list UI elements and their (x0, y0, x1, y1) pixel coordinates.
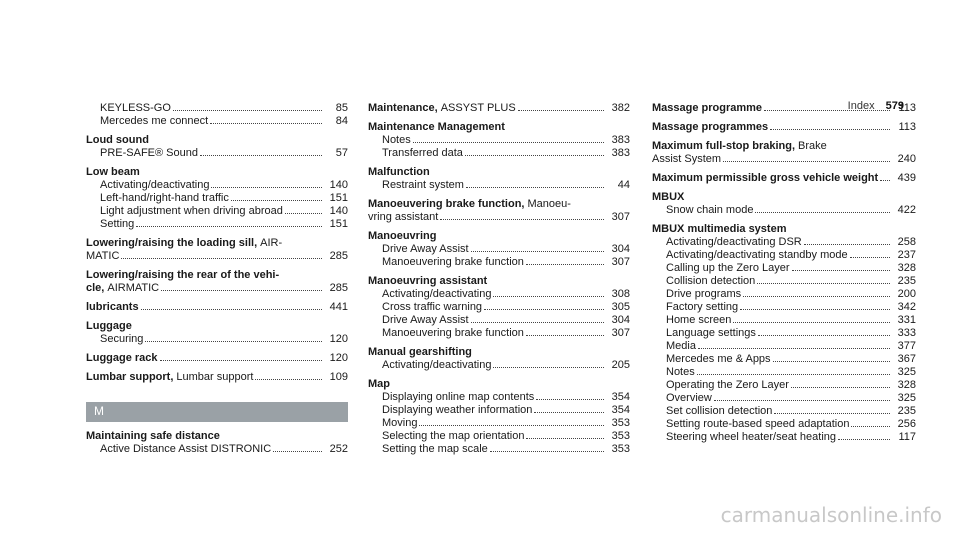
sub-entry (86, 115, 348, 128)
dot-leader (490, 451, 604, 452)
dot-leader (757, 283, 890, 284)
sub-entry (652, 366, 916, 379)
entry-text: Operating the Zero Layer (666, 379, 789, 391)
entry-title-line (368, 102, 630, 115)
index-entry (86, 430, 348, 456)
page-ref[interactable]: 307 (611, 211, 630, 223)
page-ref[interactable]: 252 (329, 443, 348, 455)
dot-leader (850, 257, 890, 258)
entry-text: Notes (666, 366, 695, 378)
index-entry (652, 140, 916, 166)
sub-entry (652, 353, 916, 366)
entry-text: PRE-SAFE® Sound (100, 147, 198, 159)
sub-entry (368, 134, 630, 147)
entry-title-continuation[interactable]: cle, (86, 282, 105, 294)
entry-title-line (368, 166, 630, 179)
dot-leader (419, 425, 604, 426)
sub-entry (86, 218, 348, 231)
entry-title-line (86, 320, 348, 333)
sub-entry (368, 288, 630, 301)
sub-entry (652, 204, 916, 217)
entry-text: Set collision detection (666, 405, 773, 417)
sub-entry (86, 192, 348, 205)
sub-entry (652, 249, 916, 262)
page-ref[interactable]: 57 (335, 147, 348, 159)
page-ref[interactable]: 422 (897, 204, 916, 216)
page-ref[interactable]: 140 (329, 179, 348, 191)
dot-leader (493, 367, 604, 368)
page-ref[interactable]: 353 (611, 443, 630, 455)
entry-text: Activating/deactivating standby mode (666, 249, 848, 261)
index-entry (86, 371, 348, 384)
index-entry (652, 172, 916, 185)
entry-title-line (86, 134, 348, 147)
page-ref[interactable]: 377 (897, 340, 916, 352)
entry-title-line (86, 371, 348, 384)
page-ref[interactable]: 151 (329, 218, 348, 230)
entry-text: Calling up the Zero Layer (666, 262, 790, 274)
page-ref[interactable]: 285 (329, 282, 348, 294)
page-ref[interactable]: 367 (897, 353, 916, 365)
dot-leader (200, 155, 322, 156)
entry-text: Moving (382, 417, 418, 429)
sub-entry (368, 314, 630, 327)
page-ref[interactable]: 113 (898, 102, 916, 114)
dot-leader (255, 379, 322, 380)
entry-title-line (652, 191, 916, 204)
dot-leader (160, 360, 322, 361)
sub-entry (368, 417, 630, 430)
page-ref[interactable]: 325 (897, 366, 916, 378)
page-ref[interactable]: 328 (897, 379, 916, 391)
sub-entry (368, 301, 630, 314)
entry-title-rest: Manoeu- (527, 198, 571, 210)
entry-text: Drive programs (666, 288, 742, 300)
sub-entry (368, 404, 630, 417)
dot-leader (526, 335, 604, 336)
index-entry (86, 166, 348, 231)
entry-title-line (86, 352, 348, 365)
entry-text: Assist System (652, 153, 722, 165)
entry-text: Language settings (666, 327, 756, 339)
entry-title[interactable]: Loud sound (86, 134, 149, 146)
entry-title-rest: AIR- (260, 237, 283, 249)
entry-text: Setting (100, 218, 135, 230)
entry-title[interactable]: Malfunction (368, 166, 430, 178)
entry-text: Drive Away Assist (382, 243, 469, 255)
dot-leader (273, 451, 322, 452)
page-ref[interactable]: 85 (335, 102, 348, 114)
entry-text: Manoeuvering brake function (382, 327, 524, 339)
entry-continuation (86, 282, 348, 295)
page-ref[interactable]: 240 (897, 153, 916, 165)
sub-entry (86, 102, 348, 115)
entry-text: Active Distance Assist DISTRONIC (100, 443, 272, 455)
entry-text: Snow chain mode (666, 204, 754, 216)
entry-text: Collision detection (666, 275, 756, 287)
sub-entry (652, 327, 916, 340)
page-ref[interactable]: 353 (611, 417, 630, 429)
entry-text: Light adjustment when driving abroad (100, 205, 283, 217)
index-label: Index (847, 100, 875, 112)
entry-title-line (652, 172, 916, 185)
entry-text: Cross traffic warning (382, 301, 483, 313)
sub-entry (652, 431, 916, 444)
sub-entry (368, 179, 630, 192)
dot-leader (536, 399, 604, 400)
index-column-3 (652, 102, 916, 450)
sub-entry (652, 275, 916, 288)
dot-leader (518, 110, 604, 111)
sub-entry (368, 443, 630, 456)
entry-title-line (368, 198, 630, 211)
index-column-1 (86, 102, 348, 462)
sub-entry (368, 147, 630, 160)
sub-entry (86, 443, 348, 456)
entry-text: Steering wheel heater/seat heating (666, 431, 837, 443)
page-number: 579 (885, 100, 904, 112)
page-ref[interactable]: 120 (329, 333, 348, 345)
page-ref[interactable]: 331 (897, 314, 916, 326)
entry-title[interactable]: Maintenance Management (368, 121, 505, 133)
entry-title[interactable]: Manoeuvring (368, 230, 437, 242)
page-ref[interactable]: 383 (611, 147, 630, 159)
index-entry (368, 198, 630, 224)
entry-title[interactable]: Massage programme (652, 102, 763, 114)
sub-entry (652, 340, 916, 353)
dot-leader (471, 251, 604, 252)
index-entry (86, 320, 348, 346)
page-ref[interactable]: 325 (897, 392, 916, 404)
dot-leader (714, 400, 890, 401)
entry-text: Selecting the map orientation (382, 430, 525, 442)
watermark: carmanualsonline.info (720, 503, 942, 527)
index-entry (86, 301, 348, 314)
page-ref[interactable]: 353 (611, 430, 630, 442)
entry-title[interactable]: Maintenance, (368, 102, 438, 114)
sub-entry (652, 314, 916, 327)
page-ref[interactable]: 285 (329, 250, 348, 262)
page-ref[interactable]: 383 (611, 134, 630, 146)
index-entry (652, 121, 916, 134)
page-ref[interactable]: 304 (611, 314, 630, 326)
entry-text: Mercedes me connect (100, 115, 209, 127)
dot-leader (758, 335, 890, 336)
entry-text: AIRMATIC (107, 282, 160, 294)
index-entry (86, 134, 348, 160)
entry-text: vring assistant (368, 211, 439, 223)
dot-leader (413, 142, 604, 143)
sub-entry (652, 301, 916, 314)
entry-text: Setting route-based speed adaptation (666, 418, 850, 430)
entry-continuation (652, 153, 916, 166)
index-column-2 (368, 102, 630, 462)
dot-leader (534, 412, 604, 413)
dot-leader (141, 309, 322, 310)
page-ref[interactable]: 117 (898, 431, 916, 443)
dot-leader (804, 244, 890, 245)
dot-leader (880, 180, 890, 181)
entry-title-line (86, 430, 348, 443)
sub-entry (368, 430, 630, 443)
page-ref[interactable]: 439 (897, 172, 916, 184)
page-ref[interactable]: 200 (897, 288, 916, 300)
index-entry (368, 121, 630, 160)
page-ref[interactable]: 333 (897, 327, 916, 339)
entry-title-line (86, 269, 348, 282)
dot-leader (211, 187, 322, 188)
dot-leader (773, 361, 890, 362)
page-ref[interactable]: 354 (611, 391, 630, 403)
sub-entry (86, 333, 348, 346)
page-ref[interactable]: 235 (897, 275, 916, 287)
dot-leader (471, 322, 604, 323)
index-entry (86, 269, 348, 295)
page-ref[interactable]: 205 (611, 359, 630, 371)
entry-title-line (368, 346, 630, 359)
page-ref[interactable]: 308 (611, 288, 630, 300)
page-ref[interactable]: 441 (329, 301, 348, 313)
entry-title-line (368, 230, 630, 243)
dot-leader (231, 200, 322, 201)
entry-continuation (368, 211, 630, 224)
dot-leader (161, 290, 322, 291)
sub-entry (652, 262, 916, 275)
sub-entry (652, 392, 916, 405)
dot-leader (210, 123, 322, 124)
entry-text: Media (666, 340, 696, 352)
index-entry (652, 223, 916, 444)
dot-leader (774, 413, 890, 414)
sub-entry (86, 205, 348, 218)
page-ref[interactable]: 84 (335, 115, 348, 127)
page-ref[interactable]: 44 (617, 179, 630, 191)
entry-text: Displaying online map contents (382, 391, 535, 403)
page-ref[interactable]: 307 (611, 327, 630, 339)
dot-leader (743, 296, 890, 297)
page-ref[interactable]: 109 (329, 371, 348, 383)
section-letter-band: M (86, 402, 348, 422)
entry-title[interactable]: Lumbar support, (86, 371, 174, 383)
dot-leader (145, 341, 322, 342)
sub-entry (368, 391, 630, 404)
page-ref[interactable]: 382 (611, 102, 630, 114)
index-entry (368, 275, 630, 340)
entry-title[interactable]: Manoeuvring assistant (368, 275, 488, 287)
entry-title-line (368, 121, 630, 134)
index-entry (86, 352, 348, 365)
entry-text: Home screen (666, 314, 732, 326)
page-ref[interactable]: 354 (611, 404, 630, 416)
entry-title[interactable]: Manoeuvering brake function, (368, 198, 525, 210)
entry-title[interactable]: Maximum permissible gross vehicle weight (652, 172, 879, 184)
page-ref[interactable]: 151 (329, 192, 348, 204)
entry-text: Activating/deactivating (382, 288, 492, 300)
page-ref[interactable]: 120 (329, 352, 348, 364)
dot-leader (764, 110, 890, 111)
index-entry (652, 102, 916, 115)
entry-text: Securing (100, 333, 144, 345)
index-entry (368, 166, 630, 192)
entry-title[interactable]: Massage programmes (652, 121, 769, 133)
dot-leader (121, 258, 322, 259)
entry-text: Left-hand/right-hand traffic (100, 192, 229, 204)
page-ref[interactable]: 304 (611, 243, 630, 255)
entry-title-line (86, 237, 348, 250)
sub-entry (368, 327, 630, 340)
entry-text: MATIC (86, 250, 120, 262)
sub-entry (368, 256, 630, 269)
entry-title-line (652, 121, 916, 134)
dot-leader (466, 187, 604, 188)
entry-title-line (368, 275, 630, 288)
dot-leader (723, 161, 890, 162)
entry-title[interactable]: Lowering/raising the rear of the vehi- (86, 269, 280, 281)
dot-leader (791, 387, 890, 388)
index-entry (368, 102, 630, 115)
entry-text: Activating/deactivating (100, 179, 210, 191)
dot-leader (697, 374, 890, 375)
entry-text: Notes (382, 134, 411, 146)
entry-title[interactable]: MBUX multimedia system (652, 223, 787, 235)
dot-leader (136, 226, 322, 227)
dot-leader (526, 264, 604, 265)
entry-text: Factory setting (666, 301, 739, 313)
entry-title-line (652, 102, 916, 115)
sub-entry (652, 418, 916, 431)
page-ref[interactable]: 235 (897, 405, 916, 417)
dot-leader (173, 110, 322, 111)
page-ref[interactable]: 140 (329, 205, 348, 217)
dot-leader (851, 426, 890, 427)
dot-leader (698, 348, 890, 349)
sub-entry (368, 243, 630, 256)
sub-entry (86, 147, 348, 160)
entry-title-line (86, 166, 348, 179)
dot-leader (792, 270, 890, 271)
dot-leader (493, 296, 604, 297)
page-ref[interactable]: 307 (611, 256, 630, 268)
entry-title[interactable]: Map (368, 378, 390, 390)
index-entry (368, 346, 630, 372)
sub-entry (86, 179, 348, 192)
dot-leader (484, 309, 604, 310)
entry-text: Activating/deactivating DSR (666, 236, 802, 248)
page-ref[interactable]: 113 (898, 121, 916, 133)
entry-title-rest: Brake (798, 140, 827, 152)
entry-title-line (86, 301, 348, 314)
page-ref[interactable]: 237 (897, 249, 916, 261)
entry-title[interactable]: Maximum full-stop braking, (652, 140, 796, 152)
sub-entry (368, 359, 630, 372)
entry-title-rest: ASSYST PLUS (440, 102, 516, 114)
dot-leader (755, 212, 890, 213)
dot-leader (526, 438, 604, 439)
entry-text: Mercedes me & Apps (666, 353, 771, 365)
entry-title-line (368, 378, 630, 391)
entry-text: Manoeuvering brake function (382, 256, 524, 268)
entry-text: Overview (666, 392, 712, 404)
page-ref[interactable]: 342 (897, 301, 916, 313)
page-ref[interactable]: 328 (897, 262, 916, 274)
index-entry (652, 191, 916, 217)
entry-text: Setting the map scale (382, 443, 488, 455)
sub-entry (652, 379, 916, 392)
page-ref[interactable]: 256 (897, 418, 916, 430)
entry-title-line (652, 223, 916, 236)
entry-title[interactable]: Manual gearshifting (368, 346, 472, 358)
entry-title[interactable]: MBUX (652, 191, 685, 203)
entry-text: Drive Away Assist (382, 314, 469, 326)
entry-text: Displaying weather information (382, 404, 533, 416)
entry-continuation (86, 250, 348, 263)
entry-title[interactable]: Lowering/raising the loading sill, (86, 237, 258, 249)
dot-leader (733, 322, 890, 323)
entry-text: Restraint system (382, 179, 464, 191)
index-entry (86, 237, 348, 263)
entry-title[interactable]: Luggage (86, 320, 132, 332)
sub-entry (652, 236, 916, 249)
dot-leader (740, 309, 890, 310)
entry-text: KEYLESS-GO (100, 102, 171, 114)
dot-leader (465, 155, 604, 156)
entry-text: Activating/deactivating (382, 359, 492, 371)
index-entry (368, 230, 630, 269)
entry-title[interactable]: Maintaining safe distance (86, 430, 220, 442)
sub-entry (652, 405, 916, 418)
entry-title[interactable]: Low beam (86, 166, 140, 178)
page-ref[interactable]: 258 (897, 236, 916, 248)
entry-title-rest: Lumbar support (176, 371, 254, 383)
entry-title-line (652, 140, 916, 153)
dot-leader (838, 439, 890, 440)
dot-leader (440, 219, 604, 220)
entry-title[interactable]: Luggage rack (86, 352, 158, 364)
page-ref[interactable]: 305 (611, 301, 630, 313)
entry-text: Transferred data (382, 147, 463, 159)
index-entry (368, 378, 630, 456)
entry-title[interactable]: lubricants (86, 301, 139, 313)
dot-leader (285, 213, 322, 214)
dot-leader (770, 129, 890, 130)
index-entry (86, 102, 348, 128)
sub-entry (652, 288, 916, 301)
